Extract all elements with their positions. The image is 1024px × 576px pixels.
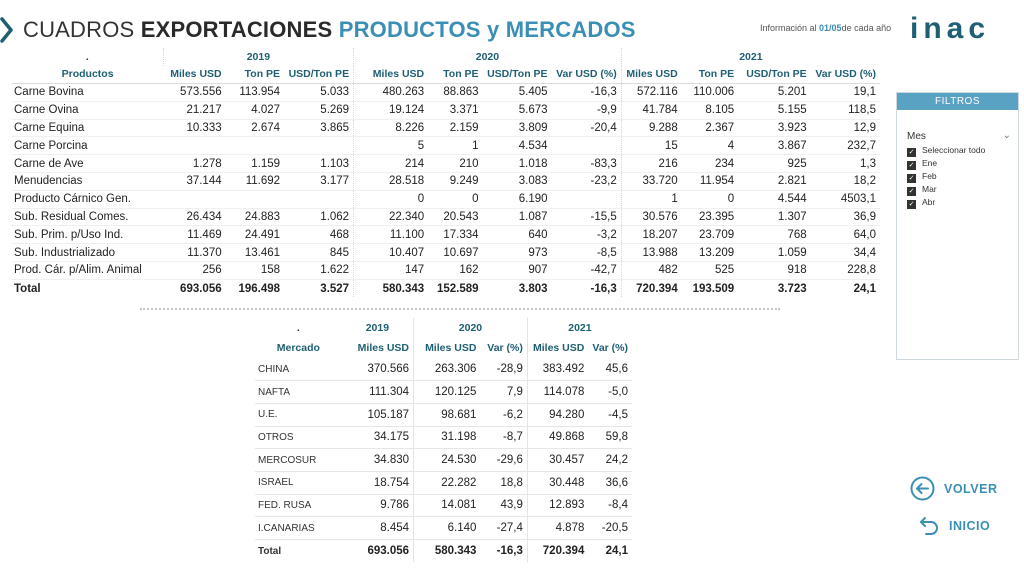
table-cell: 18.754 bbox=[342, 471, 414, 494]
table-cell: 768 bbox=[738, 226, 811, 244]
table-cell: 21.217 bbox=[163, 101, 225, 119]
table-cell: 114.078 bbox=[527, 381, 588, 404]
table-row bbox=[12, 173, 880, 191]
products-col-header: Ton PE bbox=[226, 66, 284, 84]
title-part-exportaciones: EXPORTACIONES bbox=[140, 17, 339, 42]
market-name-cell: FED. RUSA bbox=[255, 494, 342, 517]
table-cell: 1.307 bbox=[738, 208, 811, 226]
total-cell: 3.803 bbox=[483, 279, 552, 297]
table-cell: 8.226 bbox=[354, 119, 429, 137]
table-cell: 5.155 bbox=[738, 101, 811, 119]
table-cell: 1.062 bbox=[284, 208, 354, 226]
table-row bbox=[12, 244, 880, 262]
table-cell: 4.878 bbox=[527, 517, 588, 540]
products-col-header: Miles USD bbox=[621, 66, 681, 84]
product-name-cell: Sub. Industrializado bbox=[12, 244, 163, 262]
table-cell: -20,5 bbox=[588, 517, 632, 540]
info-prefix: Información al bbox=[760, 23, 820, 33]
table-row bbox=[12, 84, 880, 102]
table-row bbox=[255, 381, 632, 404]
total-cell: 580.343 bbox=[434, 545, 477, 558]
checkbox-checked-icon[interactable]: ✓ bbox=[908, 162, 915, 169]
product-name-cell: Carne Bovina bbox=[12, 84, 163, 102]
table-cell bbox=[226, 190, 284, 208]
table-cell: 3.177 bbox=[284, 173, 354, 191]
product-name-cell: Menudencias bbox=[12, 173, 163, 191]
page-title bbox=[23, 17, 636, 43]
table-cell: 845 bbox=[284, 244, 354, 262]
table-cell: 18,8 bbox=[480, 471, 527, 494]
total-label: Total bbox=[258, 545, 282, 557]
table-cell: 2.674 bbox=[226, 119, 284, 137]
filter-option-label: Mar bbox=[922, 184, 937, 194]
table-cell: 1 bbox=[428, 137, 482, 155]
table-cell: -42,7 bbox=[552, 262, 622, 280]
markets-year-2020: 2020 bbox=[414, 318, 528, 338]
filters-title: FILTROS bbox=[897, 93, 1018, 110]
product-name-cell: Producto Cárnico Gen. bbox=[12, 190, 163, 208]
table-cell: 4.027 bbox=[226, 101, 284, 119]
total-cell: -16,3 bbox=[480, 540, 527, 563]
products-col-header: Var USD (%) bbox=[552, 66, 622, 84]
table-cell: 5.405 bbox=[483, 84, 552, 102]
chevron-right-icon bbox=[0, 17, 14, 43]
markets-year-2019: 2019 bbox=[342, 318, 414, 338]
market-name-cell: I.CANARIAS bbox=[255, 517, 342, 540]
table-cell: -8,5 bbox=[552, 244, 622, 262]
table-cell: -28,9 bbox=[480, 358, 527, 381]
product-name-cell: Carne Equina bbox=[12, 119, 163, 137]
table-cell: -6,2 bbox=[480, 403, 527, 426]
table-cell: 9.249 bbox=[428, 173, 482, 191]
table-cell bbox=[284, 190, 354, 208]
table-cell: 234 bbox=[682, 155, 738, 173]
product-name-cell: Carne Ovina bbox=[12, 101, 163, 119]
table-cell: 0 bbox=[354, 190, 429, 208]
table-cell: 4.544 bbox=[738, 190, 811, 208]
table-cell: 23.395 bbox=[682, 208, 738, 226]
table-cell: 34.830 bbox=[342, 449, 414, 472]
product-name-cell: Prod. Cár. p/Alim. Animal bbox=[12, 262, 163, 280]
table-cell: 525 bbox=[682, 262, 738, 280]
table-cell: 263.306 bbox=[414, 358, 481, 381]
table-cell: 383.492 bbox=[527, 358, 588, 381]
products-year-2020: 2020 bbox=[354, 48, 622, 66]
table-cell: 3.865 bbox=[284, 119, 354, 137]
market-name-cell: U.E. bbox=[255, 403, 342, 426]
table-cell: 573.556 bbox=[163, 84, 225, 102]
table-cell: -4,5 bbox=[588, 403, 632, 426]
table-cell: 1.018 bbox=[483, 155, 552, 173]
table-cell: 4 bbox=[682, 137, 738, 155]
table-cell: 1.278 bbox=[163, 155, 225, 173]
table-cell: 14.081 bbox=[414, 494, 481, 517]
table-cell: 147 bbox=[354, 262, 429, 280]
table-cell: 1 bbox=[621, 190, 681, 208]
section-divider bbox=[140, 308, 780, 310]
markets-col-header: Miles USD bbox=[425, 342, 477, 354]
info-date: 01/05 bbox=[819, 23, 842, 33]
table-cell: 28.518 bbox=[354, 173, 429, 191]
table-cell: 30.448 bbox=[527, 471, 588, 494]
table-cell: 11.692 bbox=[226, 173, 284, 191]
table-cell: 36,6 bbox=[588, 471, 632, 494]
markets-header-dot: . bbox=[296, 322, 300, 334]
title-part-productos-mercados: PRODUCTOS y MERCADOS bbox=[338, 17, 636, 42]
table-cell: 30.576 bbox=[621, 208, 681, 226]
filter-option[interactable] bbox=[907, 145, 985, 157]
table-cell: 17.334 bbox=[428, 226, 482, 244]
table-row bbox=[12, 155, 880, 173]
table-cell: 216 bbox=[621, 155, 681, 173]
table-cell: 370.566 bbox=[342, 358, 414, 381]
table-cell: 11.954 bbox=[682, 173, 738, 191]
checkbox-checked-icon[interactable]: ✓ bbox=[908, 201, 915, 208]
title-part-cuadros: CUADROS bbox=[23, 17, 141, 42]
back-arrow-circle-icon bbox=[910, 476, 935, 501]
info-suffix: de cada año bbox=[841, 23, 892, 33]
total-cell: 3.527 bbox=[284, 279, 354, 297]
table-cell: 228,8 bbox=[811, 262, 880, 280]
filter-option-label: Ene bbox=[922, 158, 938, 168]
total-cell: 24,1 bbox=[811, 279, 880, 297]
markets-col-header: Mercado bbox=[276, 342, 320, 354]
table-cell: -3,2 bbox=[552, 226, 622, 244]
table-cell: 18.207 bbox=[621, 226, 681, 244]
table-cell: 113.954 bbox=[226, 84, 284, 102]
total-cell: 24,1 bbox=[605, 545, 628, 558]
market-name-cell: NAFTA bbox=[255, 381, 342, 404]
products-col-header: Productos bbox=[12, 66, 163, 84]
table-row bbox=[255, 426, 632, 449]
table-cell: 34.175 bbox=[342, 426, 414, 449]
table-cell: 22.282 bbox=[414, 471, 481, 494]
table-cell: 26.434 bbox=[163, 208, 225, 226]
table-row bbox=[255, 358, 632, 381]
table-row bbox=[12, 226, 880, 244]
table-cell bbox=[284, 137, 354, 155]
table-cell: 64,0 bbox=[811, 226, 880, 244]
table-cell: 88.863 bbox=[428, 84, 482, 102]
table-row bbox=[255, 403, 632, 426]
table-cell: 3.083 bbox=[483, 173, 552, 191]
market-name-cell: ISRAEL bbox=[255, 471, 342, 494]
products-col-header: USD/Ton PE bbox=[738, 66, 811, 84]
table-cell: 3.867 bbox=[738, 137, 811, 155]
table-row bbox=[12, 137, 880, 155]
table-cell: 8.105 bbox=[682, 101, 738, 119]
table-cell: 3.923 bbox=[738, 119, 811, 137]
table-cell: 925 bbox=[738, 155, 811, 173]
table-cell: 9.288 bbox=[621, 119, 681, 137]
table-cell: 49.868 bbox=[527, 426, 588, 449]
table-cell: 18,2 bbox=[811, 173, 880, 191]
table-cell: -5,0 bbox=[588, 381, 632, 404]
table-cell: 120.125 bbox=[414, 381, 481, 404]
table-cell: 918 bbox=[738, 262, 811, 280]
table-cell: 1.622 bbox=[284, 262, 354, 280]
table-cell: 37.144 bbox=[163, 173, 225, 191]
table-cell: 482 bbox=[621, 262, 681, 280]
table-cell bbox=[163, 190, 225, 208]
table-cell: -23,2 bbox=[552, 173, 622, 191]
products-year-2021: 2021 bbox=[739, 50, 763, 63]
table-cell: 105.187 bbox=[342, 403, 414, 426]
return-arrow-icon bbox=[918, 514, 940, 538]
total-cell: 693.056 bbox=[163, 279, 225, 297]
product-name-cell: Carne Porcina bbox=[12, 137, 163, 155]
products-col-header: USD/Ton PE bbox=[284, 66, 354, 84]
table-cell: 468 bbox=[284, 226, 354, 244]
table-cell: 24.491 bbox=[226, 226, 284, 244]
table-cell: 8.454 bbox=[342, 517, 414, 540]
table-cell: 111.304 bbox=[342, 381, 414, 404]
inac-logo: inac bbox=[910, 12, 991, 45]
table-cell: 11.370 bbox=[163, 244, 225, 262]
total-cell: 693.056 bbox=[342, 540, 414, 563]
table-cell: 43,9 bbox=[480, 494, 527, 517]
markets-table bbox=[255, 318, 632, 562]
total-cell: 580.343 bbox=[354, 279, 429, 297]
table-cell: 36,9 bbox=[811, 208, 880, 226]
table-cell: 30.457 bbox=[527, 449, 588, 472]
volver-label: VOLVER bbox=[944, 481, 998, 496]
table-cell: 31.198 bbox=[414, 426, 481, 449]
markets-col-header: Var (%) bbox=[592, 342, 628, 354]
products-col-header: USD/Ton PE bbox=[483, 66, 552, 84]
table-cell: 10.333 bbox=[163, 119, 225, 137]
table-cell: 11.100 bbox=[354, 226, 429, 244]
checkbox-checked-icon[interactable]: ✓ bbox=[908, 188, 915, 195]
table-cell: 19,1 bbox=[811, 84, 880, 102]
table-cell: 24,2 bbox=[588, 449, 632, 472]
table-cell: 12,9 bbox=[811, 119, 880, 137]
table-cell: -83,3 bbox=[552, 155, 622, 173]
market-name-cell: MERCOSUR bbox=[255, 449, 342, 472]
table-cell: 110.006 bbox=[682, 84, 738, 102]
products-col-header: Var USD (%) bbox=[811, 66, 880, 84]
table-cell: 20.543 bbox=[428, 208, 482, 226]
table-cell: 256 bbox=[163, 262, 225, 280]
month-dropdown-label: Mes bbox=[907, 131, 926, 142]
table-cell: 6.140 bbox=[414, 517, 481, 540]
table-cell: -27,4 bbox=[480, 517, 527, 540]
products-col-header: Ton PE bbox=[682, 66, 738, 84]
table-cell: 6.190 bbox=[483, 190, 552, 208]
table-cell: 23.709 bbox=[682, 226, 738, 244]
products-col-header: Miles USD bbox=[354, 66, 429, 84]
total-cell: 193.509 bbox=[682, 279, 738, 297]
table-cell: 214 bbox=[354, 155, 429, 173]
table-cell: 22.340 bbox=[354, 208, 429, 226]
table-cell: 45,6 bbox=[588, 358, 632, 381]
product-name-cell: Sub. Residual Comes. bbox=[12, 208, 163, 226]
filter-option[interactable] bbox=[907, 197, 935, 209]
table-cell: 59,8 bbox=[588, 426, 632, 449]
total-cell: 720.394 bbox=[542, 545, 585, 558]
table-cell: 1,3 bbox=[811, 155, 880, 173]
product-name-cell: Carne de Ave bbox=[12, 155, 163, 173]
markets-col-header: Miles USD bbox=[342, 338, 414, 358]
products-col-header: Ton PE bbox=[428, 66, 482, 84]
filter-option[interactable] bbox=[907, 171, 937, 183]
table-cell: 33.720 bbox=[621, 173, 681, 191]
table-cell: -16,3 bbox=[552, 84, 622, 102]
total-label: Total bbox=[12, 279, 163, 297]
table-cell: -8,4 bbox=[588, 494, 632, 517]
table-cell: 1.159 bbox=[226, 155, 284, 173]
table-cell: 118,5 bbox=[811, 101, 880, 119]
table-row bbox=[12, 190, 880, 208]
table-cell: -15,5 bbox=[552, 208, 622, 226]
markets-year-2021: 2021 bbox=[568, 322, 592, 334]
table-cell bbox=[163, 137, 225, 155]
filter-option-label: Feb bbox=[922, 171, 937, 181]
table-cell: 11.469 bbox=[163, 226, 225, 244]
table-cell: 3.809 bbox=[483, 119, 552, 137]
table-cell: 0 bbox=[682, 190, 738, 208]
table-cell: 10.697 bbox=[428, 244, 482, 262]
table-cell: 210 bbox=[428, 155, 482, 173]
table-cell: 4503,1 bbox=[811, 190, 880, 208]
filters-panel bbox=[896, 92, 1019, 360]
products-col-header: Miles USD bbox=[163, 66, 225, 84]
table-cell: 0 bbox=[428, 190, 482, 208]
table-cell: 10.407 bbox=[354, 244, 429, 262]
table-cell: 15 bbox=[621, 137, 681, 155]
table-cell: -29,6 bbox=[480, 449, 527, 472]
chevron-down-icon: ⌄ bbox=[1002, 130, 1011, 141]
table-cell: 5.033 bbox=[284, 84, 354, 102]
table-row bbox=[12, 101, 880, 119]
table-row bbox=[255, 517, 632, 540]
table-cell: 1.059 bbox=[738, 244, 811, 262]
table-cell: 1.087 bbox=[483, 208, 552, 226]
table-cell: 12.893 bbox=[527, 494, 588, 517]
table-row bbox=[12, 119, 880, 137]
header bbox=[0, 0, 1024, 48]
table-cell: 9.786 bbox=[342, 494, 414, 517]
products-year-2019: 2019 bbox=[163, 48, 353, 66]
table-cell: 480.263 bbox=[354, 84, 429, 102]
table-cell: 5.269 bbox=[284, 101, 354, 119]
table-cell: 572.116 bbox=[621, 84, 681, 102]
table-cell: 98.681 bbox=[414, 403, 481, 426]
table-cell: 34,4 bbox=[811, 244, 880, 262]
inicio-button[interactable] bbox=[918, 514, 990, 538]
table-cell: 2.159 bbox=[428, 119, 482, 137]
volver-button[interactable] bbox=[910, 476, 997, 501]
table-cell: 3.371 bbox=[428, 101, 482, 119]
products-table bbox=[12, 48, 880, 297]
table-cell: 973 bbox=[483, 244, 552, 262]
info-date-note bbox=[760, 23, 891, 33]
product-name-cell: Sub. Prim. p/Uso Ind. bbox=[12, 226, 163, 244]
table-cell: 5.201 bbox=[738, 84, 811, 102]
table-cell: 19.124 bbox=[354, 101, 429, 119]
total-cell: 196.498 bbox=[226, 279, 284, 297]
table-cell: -8,7 bbox=[480, 426, 527, 449]
table-cell: 24.530 bbox=[414, 449, 481, 472]
products-header-dot: . bbox=[12, 48, 163, 66]
table-cell: 232,7 bbox=[811, 137, 880, 155]
inicio-label: INICIO bbox=[949, 519, 991, 533]
total-cell: 720.394 bbox=[621, 279, 681, 297]
total-cell: 3.723 bbox=[738, 279, 811, 297]
table-row bbox=[255, 494, 632, 517]
table-cell bbox=[552, 137, 622, 155]
table-cell: 41.784 bbox=[621, 101, 681, 119]
total-row bbox=[255, 540, 632, 563]
table-cell: 5 bbox=[354, 137, 429, 155]
markets-col-header: Var (%) bbox=[480, 338, 527, 358]
table-cell: 640 bbox=[483, 226, 552, 244]
table-cell bbox=[552, 190, 622, 208]
table-cell: 13.988 bbox=[621, 244, 681, 262]
markets-col-header: Miles USD bbox=[533, 342, 585, 354]
table-cell: 2.821 bbox=[738, 173, 811, 191]
filter-option-label: Seleccionar todo bbox=[922, 145, 986, 155]
table-cell: -20,4 bbox=[552, 119, 622, 137]
table-row bbox=[12, 208, 880, 226]
total-cell: -16,3 bbox=[552, 279, 622, 297]
table-cell: 94.280 bbox=[527, 403, 588, 426]
market-name-cell: CHINA bbox=[255, 358, 342, 381]
checkbox-checked-icon[interactable]: ✓ bbox=[908, 149, 915, 156]
checkbox-checked-icon[interactable]: ✓ bbox=[908, 175, 915, 182]
table-cell: 4.534 bbox=[483, 137, 552, 155]
month-dropdown[interactable] bbox=[907, 131, 1013, 142]
table-cell: 907 bbox=[483, 262, 552, 280]
table-cell: 2.367 bbox=[682, 119, 738, 137]
table-row bbox=[255, 449, 632, 472]
filter-option-label: Abr bbox=[922, 197, 936, 207]
table-cell: 13.209 bbox=[682, 244, 738, 262]
table-row bbox=[255, 471, 632, 494]
table-cell: 158 bbox=[226, 262, 284, 280]
filter-option[interactable] bbox=[907, 184, 937, 196]
filter-option[interactable] bbox=[907, 158, 937, 170]
table-cell: 13.461 bbox=[226, 244, 284, 262]
table-cell: -9,9 bbox=[552, 101, 622, 119]
table-cell: 7,9 bbox=[480, 381, 527, 404]
table-row bbox=[12, 262, 880, 280]
total-cell: 152.589 bbox=[428, 279, 482, 297]
table-cell: 24.883 bbox=[226, 208, 284, 226]
table-cell bbox=[226, 137, 284, 155]
table-cell: 162 bbox=[428, 262, 482, 280]
table-cell: 5.673 bbox=[483, 101, 552, 119]
market-name-cell: OTROS bbox=[255, 426, 342, 449]
table-cell: 1.103 bbox=[284, 155, 354, 173]
total-row bbox=[12, 279, 880, 297]
